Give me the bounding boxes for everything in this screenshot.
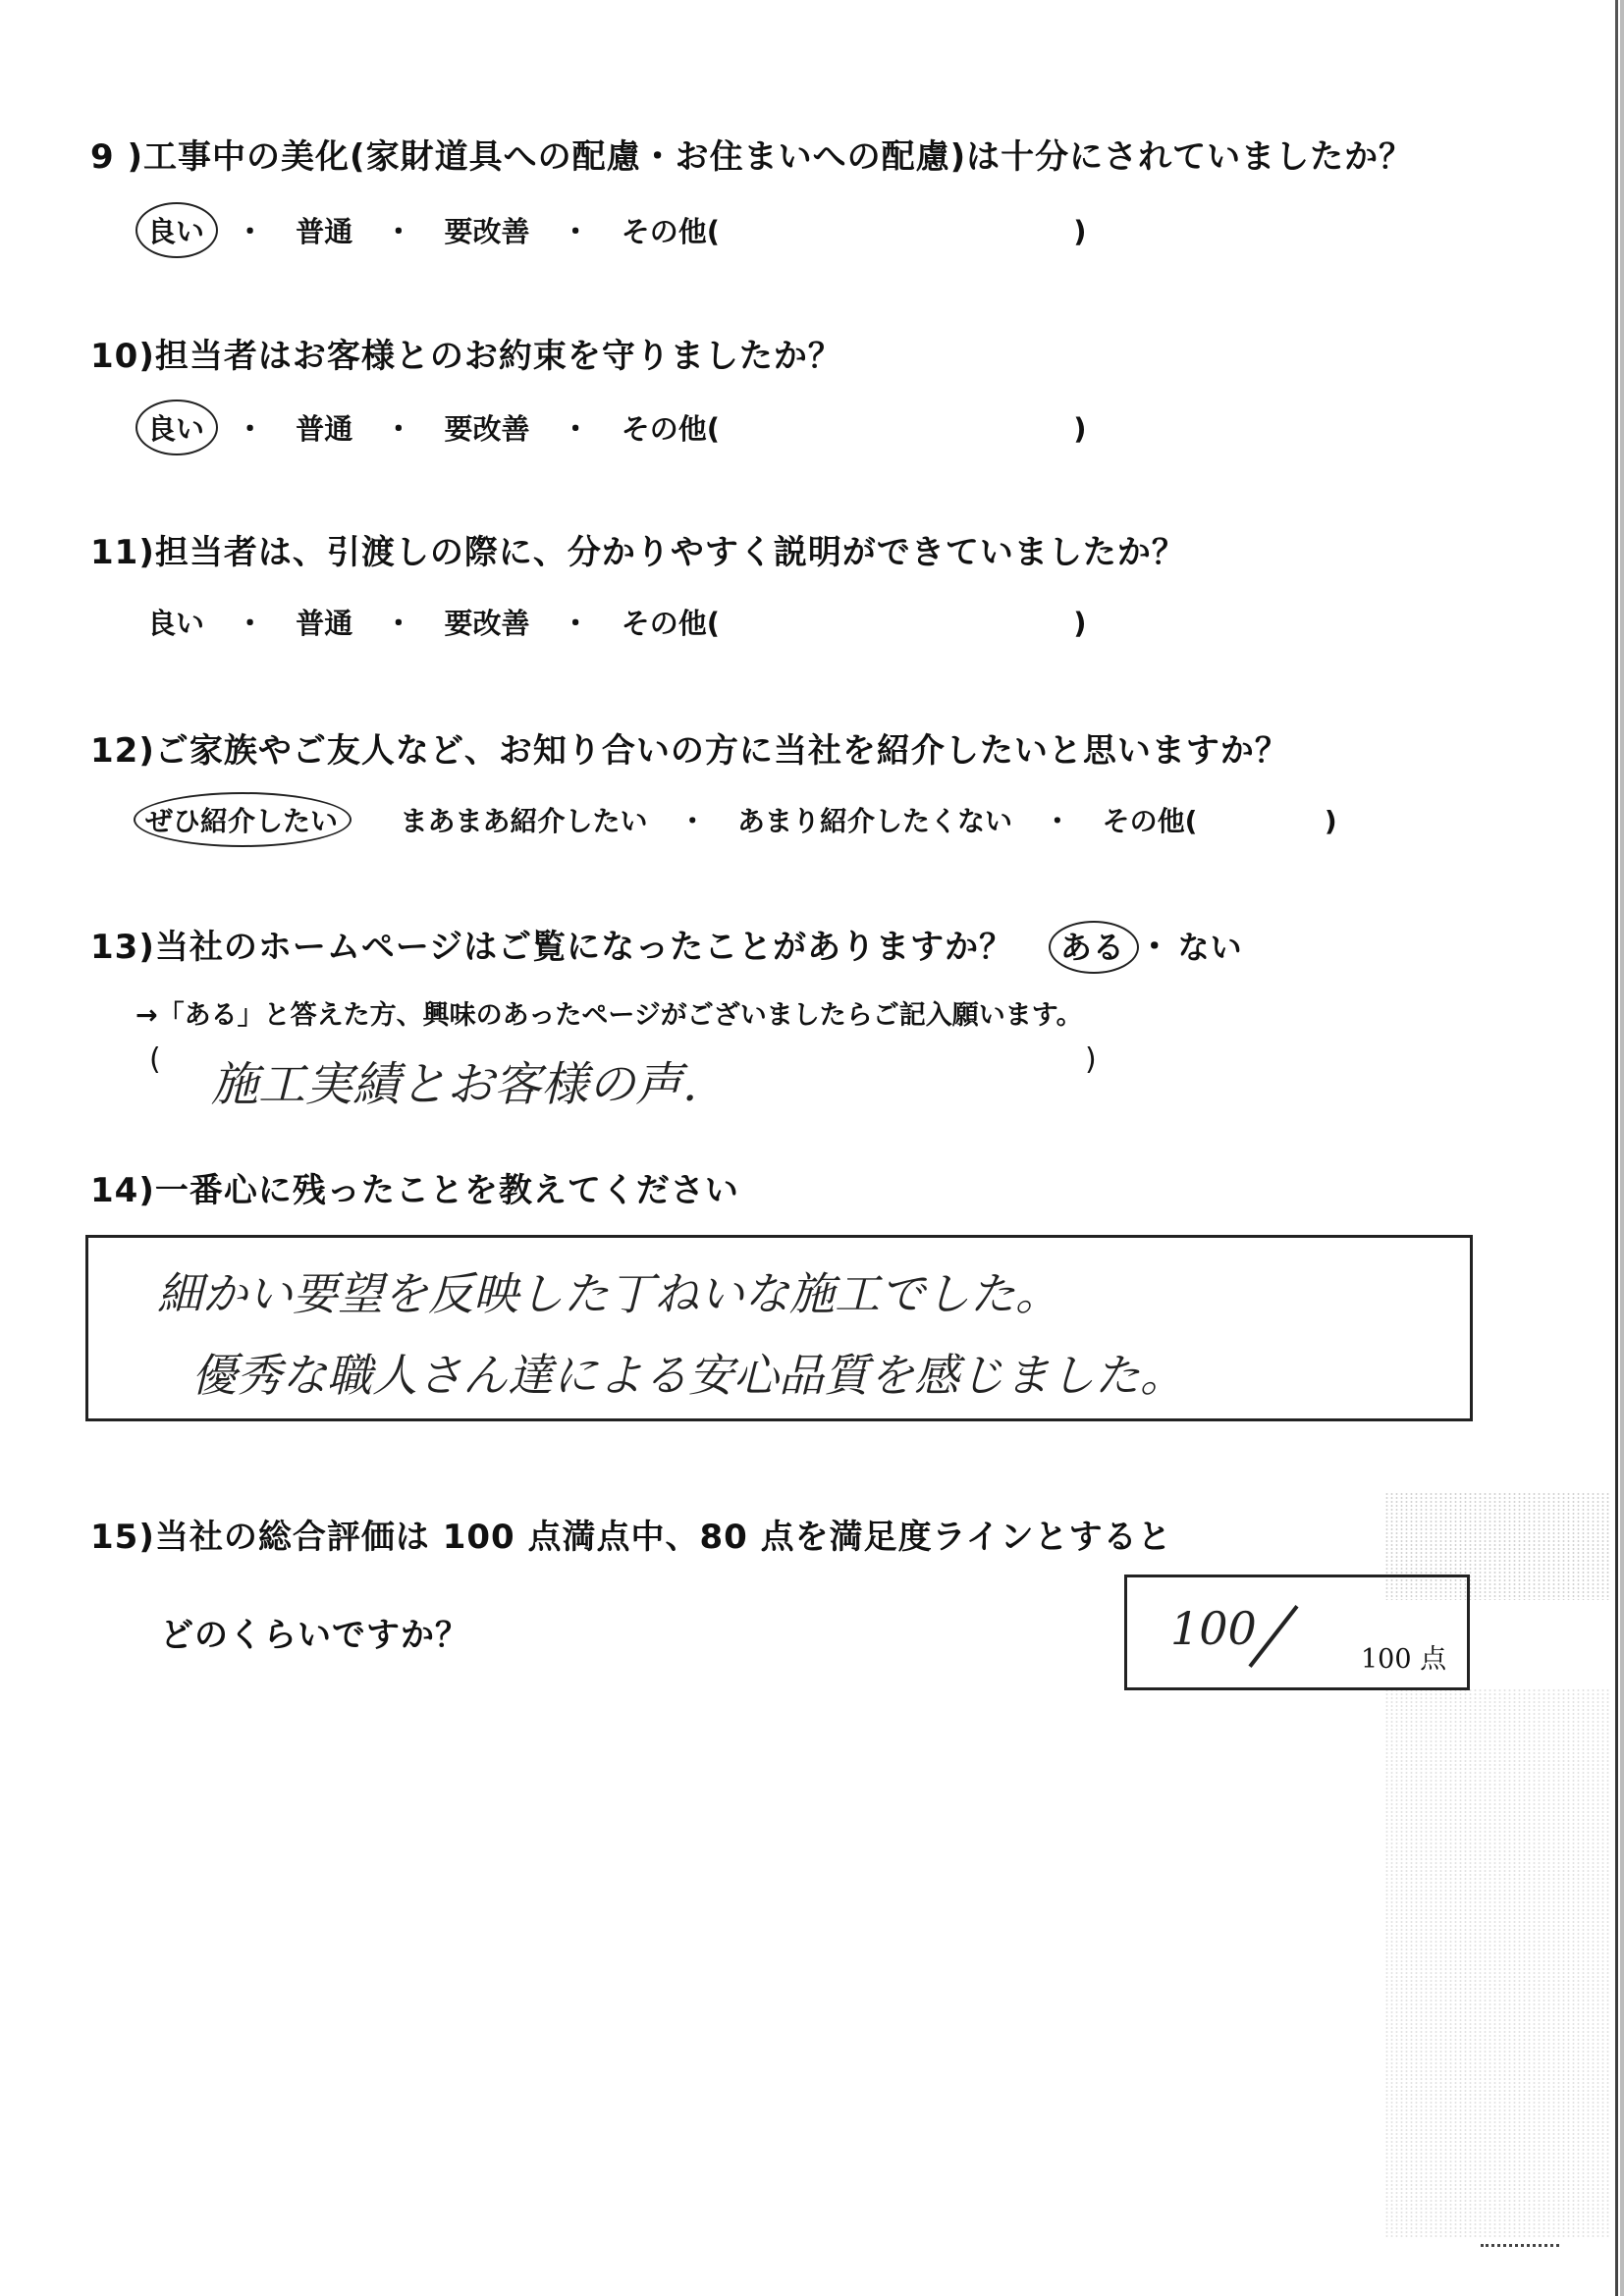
option-other-close: ) xyxy=(1073,215,1087,248)
options-11: 良い ・ 普通 ・ 要改善 ・ その他( ) xyxy=(147,602,1087,642)
question-10: 10)担当者はお客様とのお約束を守りましたか？ xyxy=(90,337,842,376)
q13-note: →「ある」と答えた方、興味のあったページがございましたらご記入願います。 xyxy=(135,1000,1083,1031)
score-max-label: 100 点 xyxy=(1361,1644,1447,1675)
scan-edge-dark xyxy=(1615,0,1618,2296)
option-other[interactable]: その他( xyxy=(621,607,721,640)
option-not-really-recommend[interactable]: あまり紹介したくない xyxy=(737,805,1013,837)
option-needs-improvement[interactable]: 要改善 xyxy=(444,215,530,248)
options-12: ぜひ紹介したい まあまあ紹介したい ・ あまり紹介したくない ・ その他( ) xyxy=(145,800,1337,839)
option-other-close: ) xyxy=(1073,412,1087,446)
score-handwritten: 100 xyxy=(1170,1602,1257,1655)
question-15-line-2: どのくらいですか？ xyxy=(160,1616,469,1655)
question-11: 11)担当者は、引渡しの際に、分かりやすく説明ができていましたか？ xyxy=(90,533,1186,572)
page-corner-mark xyxy=(1481,2244,1559,2250)
option-normal[interactable]: 普通 xyxy=(296,607,353,640)
option-good-circled[interactable]: 良い xyxy=(147,407,204,448)
option-other-close: ) xyxy=(1324,805,1337,837)
options-10: 良い ・ 普通 ・ 要改善 ・ その他( ) xyxy=(147,407,1087,448)
scan-edge-light xyxy=(1620,0,1624,2296)
option-yes-circled[interactable]: ある xyxy=(1059,929,1125,966)
q13-handwritten-answer: 施工実績とお客様の声. xyxy=(211,1057,698,1112)
option-other[interactable]: その他( xyxy=(1102,805,1198,837)
question-14: 14)一番心に残ったことを教えてください xyxy=(90,1171,739,1210)
option-good-circled[interactable]: 良い xyxy=(147,210,204,250)
option-no[interactable]: ない xyxy=(1177,929,1243,966)
option-good[interactable]: 良い xyxy=(147,607,205,640)
option-somewhat-recommend[interactable]: まあまあ紹介したい xyxy=(400,805,648,837)
option-needs-improvement[interactable]: 要改善 xyxy=(444,412,530,446)
q14-handwritten-line-2: 優秀な職人さん達による安心品質を感じました。 xyxy=(191,1349,1185,1402)
question-12: 12)ご家族やご友人など、お知り合いの方に当社を紹介したいと思いますか？ xyxy=(90,731,1289,771)
options-9: 良い ・ 普通 ・ 要改善 ・ その他( ) xyxy=(147,210,1087,250)
question-9: 9 )工事中の美化(家財道具への配慮・お住まいへの配慮)は十分にされていましたか？ xyxy=(90,137,1414,177)
question-15: 15)当社の総合評価は 100 点満点中、80 点を満足度ラインとすると xyxy=(90,1518,1172,1557)
option-other[interactable]: その他( xyxy=(621,215,721,248)
option-other[interactable]: その他( xyxy=(621,412,721,446)
option-other-close: ) xyxy=(1073,607,1087,640)
option-definitely-recommend-circled[interactable]: ぜひ紹介したい xyxy=(145,800,338,839)
scan-noise xyxy=(1384,1688,1610,2238)
option-normal[interactable]: 普通 xyxy=(296,412,353,446)
option-normal[interactable]: 普通 xyxy=(296,215,353,248)
question-13-text: 13)当社のホームページはご覧になったことがありますか？ xyxy=(90,928,1014,967)
q13-close-paren: ) xyxy=(1085,1042,1097,1077)
q14-handwritten-line-1: 細かい要望を反映した丁ねいな施工でした。 xyxy=(157,1267,1060,1320)
option-needs-improvement[interactable]: 要改善 xyxy=(444,607,530,640)
question-13: 13)当社のホームページはご覧になったことがありますか？ ある ・ ない xyxy=(90,928,1243,967)
q13-open-paren: ( xyxy=(149,1042,161,1077)
